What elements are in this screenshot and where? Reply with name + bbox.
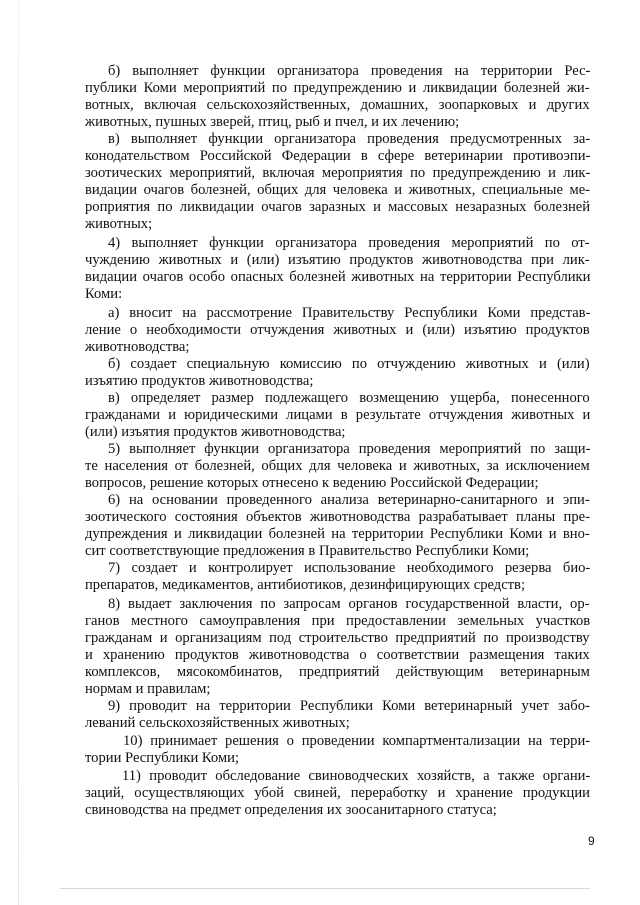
- text-line: 10) принимает решения о проведении компартментализации на терри-: [123, 733, 591, 749]
- text-line: 8) выдает заключения по запросам органов государственной власти, ор-: [108, 596, 590, 612]
- text-line: конодательством Российской Федерации в сфере ветеринарии противоэпи-: [85, 148, 591, 164]
- text-line: гражданам и организациям под строительство предприятий по производству: [85, 630, 590, 646]
- text-line: вопросов, решение которых отнесено к ведению Российской Федерации;: [85, 475, 539, 491]
- text-line: б) выполняет функции организатора проведения на территории Рес-: [108, 63, 591, 79]
- text-line: видации очагов болезней, общих для человека и животных, специальные ме-: [85, 182, 591, 198]
- text-line: животных, пушных зверей, птиц, рыб и пчел, и их лечению;: [85, 114, 460, 130]
- text-line: леваний сельскохозяйственных животных;: [85, 715, 350, 731]
- text-line: чуждению животных и (или) изъятию продуктов животноводства при лик-: [85, 252, 590, 268]
- text-line: изъятию продуктов животноводства;: [85, 373, 314, 389]
- text-line: гражданами и юридическими лицами в результате отчуждения животных и: [85, 407, 591, 423]
- text-line: ление о необходимости отчуждения животных и (или) изъятию продуктов: [85, 322, 590, 338]
- text-line: а) вносит на рассмотрение Правительству Республики Коми представ-: [108, 305, 591, 321]
- text-line: б) создает специальную комиссию по отчуждению животных и (или): [108, 356, 590, 372]
- text-line: дупреждения и ликвидации болезней на территории Республики Коми и вно-: [85, 526, 590, 542]
- text-line: животных;: [85, 216, 153, 232]
- text-line: 4) выполняет функции организатора проведения мероприятий по от-: [108, 235, 590, 251]
- text-line: 11) проводит обследование свиноводческих хозяйств, а также органи-: [122, 768, 591, 784]
- text-line: комплексов, мясокомбинатов, предприятий действующим ветеринарным: [85, 664, 590, 680]
- text-line: тории Республики Коми;: [85, 750, 240, 766]
- text-line: вотных, включая сельскохозяйственных, домашних, зоопарковых и других: [85, 97, 590, 113]
- text-line: препаратов, медикаментов, антибиотиков, дезинфицирующих средств;: [85, 577, 525, 593]
- text-line: 9) проводит на территории Республики Коми ветеринарный учет забо-: [108, 698, 590, 714]
- text-line: 5) выполняет функции организатора проведения мероприятий по защи-: [108, 441, 591, 457]
- text-line: Коми:: [85, 286, 123, 302]
- text-line: зоотического состояния объектов животноводства разрабатывает планы пре-: [85, 509, 590, 525]
- text-line: публики Коми мероприятий по предупреждению и ликвидации болезней жи-: [85, 80, 590, 96]
- bottom-rule: [60, 888, 590, 889]
- text-line: 7) создает и контролирует использование необходимого резерва био-: [108, 560, 591, 576]
- text-line: 6) на основании проведенного анализа ветеринарно-санитарного и эпи-: [108, 492, 590, 508]
- text-line: и хранению продуктов животноводства о соответствии размещения таких: [85, 647, 590, 663]
- text-line: животноводства;: [85, 339, 190, 355]
- scan-edge: [18, 0, 19, 905]
- text-line: (или) изъятия продуктов животноводства;: [85, 424, 346, 440]
- text-line: ганов местного самоуправления при предоставлении земельных участков: [85, 613, 591, 629]
- text-line: зоотических мероприятий, включая мероприятия по предупреждению и лик-: [85, 165, 591, 181]
- text-line: роприятия по ликвидации очагов заразных и массовых незаразных болезней: [85, 199, 591, 215]
- page-number: 9: [588, 834, 595, 848]
- text-line: видации очагов особо опасных болезней животных на территории Республики: [85, 269, 591, 285]
- text-line: в) выполняет функции организатора проведения предусмотренных за-: [108, 131, 591, 147]
- text-line: сит соответствующие предложения в Правительство Республики Коми;: [85, 543, 530, 559]
- text-line: заций, осуществляющих убой свиней, переработку и хранение продукции: [85, 785, 590, 801]
- text-line: свиноводства на предмет определения их зоосанитарного статуса;: [85, 802, 497, 818]
- text-line: в) определяет размер подлежащего возмещению ущерба, понесенного: [108, 390, 590, 406]
- text-line: те населения от болезней, общих для человека и животных, за исключением: [85, 458, 590, 474]
- text-line: нормам и правилам;: [85, 681, 211, 697]
